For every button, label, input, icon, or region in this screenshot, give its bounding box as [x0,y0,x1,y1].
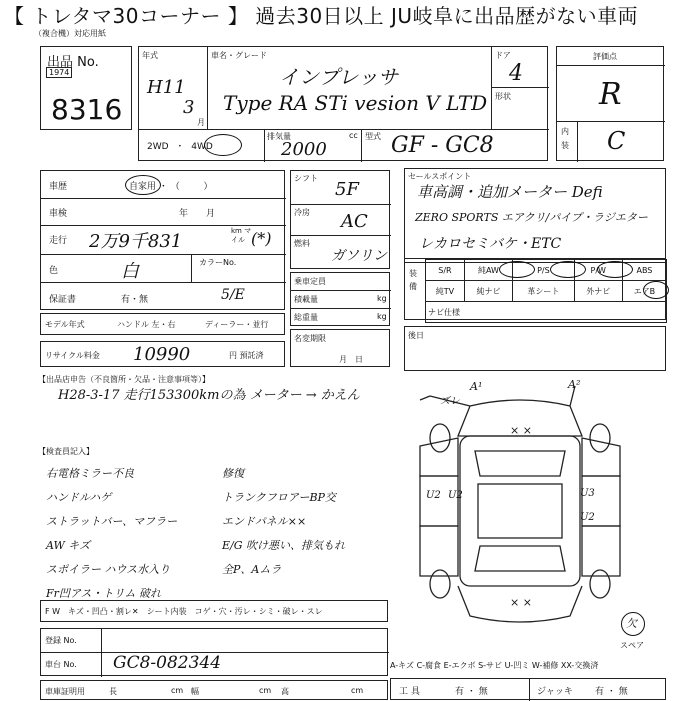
form-note: （複合機）対応用紙 [34,29,106,38]
shift-value: 5F [335,179,359,200]
inspector-note: 修復 [222,467,244,480]
name-change-date: 月 日 [339,355,363,364]
displacement-label: 排気量 [267,132,291,141]
mileage-unit: km マイル [231,227,252,244]
recycle-fee: 10990 [133,344,191,365]
damage-u2-right: U2 [580,512,595,523]
capacity-box [290,272,390,326]
lot-box [40,46,132,130]
equip-ext-navi: 外ナビ [574,281,622,302]
equipment-box [404,258,666,320]
name-label: 車名・グレード [211,51,267,60]
vehicle-box [138,46,548,161]
total-weight-label: 総重量 [294,313,318,322]
model-year-row [40,313,285,335]
reg-no-label: 登録 No. [45,636,77,645]
spare-label: スペア [620,641,644,650]
year-label: 年式 [142,51,158,60]
width-cm: cm [259,686,272,695]
aw-circle [499,261,535,278]
inspector-note: ハンドルハゲ [46,491,112,504]
private-use-circle [125,175,161,195]
rating-label: 評価点 [593,52,617,61]
shape-label: 形状 [495,92,511,101]
tool-value: 有 ・ 無 [455,687,488,697]
later-label: 後日 [408,331,424,340]
jack-value: 有 ・ 無 [595,687,628,697]
year-era: H11 [147,77,186,98]
spare-mark: 欠 [626,617,637,630]
equip-leather: 革シート [513,281,575,302]
registration-box [40,628,388,676]
selling-point-3: レカロセミバケ・ETC [419,236,562,252]
chassis-label: 車台 No. [45,660,77,669]
condition-text: F W キズ・凹凸・割レ✕ シート内装 コゲ・穴・汚レ・シミ・破レ・スレ [45,607,323,616]
lot-number: 8316 [51,93,123,126]
ps-circle [550,261,586,278]
inspection-value: 年 月 [179,209,216,219]
mileage-label: 走行 [49,236,68,246]
manual-value: 5/E [221,287,245,303]
recycle-label: リサイクル料金 [45,351,100,360]
exhibitor-label: 【出品店申告（不良箇所・欠品・注意事項等）】 [38,375,210,384]
name-change-label: 名変期限 [294,334,326,343]
shift-box [290,170,390,269]
year-month: 3 [183,97,195,118]
interior-label: 内装 [561,127,569,150]
equip-aw: 純AW [464,260,512,281]
capacity-kg: kg [377,294,387,303]
damage-xx-rear: × × [510,596,532,609]
door-label: ドア [495,51,511,60]
color-no-label: カラーNo. [199,258,237,267]
lot-label: 出品 No. [47,55,99,70]
doors: 4 [509,61,523,86]
damage-u2-left: U2 [426,490,441,501]
car-grade: Type RA STi vesion V LTD [223,91,488,115]
equip-abs: ABS [622,260,666,281]
ac-value: AC [341,211,368,232]
damage-legend: A-キズ C-腐食 E-エクボ S-サビ U-凹ミ W-補修 XX-交換済 [390,661,599,670]
interior-score: C [607,127,626,155]
rating-box [556,46,664,161]
drive-4wd-circle [204,134,242,156]
color-label: 色 [49,266,59,276]
selling-points-box [404,168,666,263]
height-label: 高 [281,687,289,696]
damage-u2-mid: U2 [448,490,463,501]
equip-sr: S/R [426,260,465,281]
ac-label: 冷房 [294,208,310,217]
warranty-label: 保証書 [49,295,77,305]
damage-a2: A² [568,378,581,391]
equip-airbag: エアB [622,281,666,302]
inspector-note: E/G 吹け悪い、排気もれ [222,539,346,552]
inspector-left-notes [46,462,236,606]
equip-pw: P/W [574,260,622,281]
inspector-right-notes [222,462,402,582]
page-title: 【 トレタマ30コーナー 】 過去30日以上 JU岐阜に出品歴がない車両 [4,4,639,28]
history-value: 自家用 ・ （ ） [129,182,213,192]
damage-u3: U3 [580,488,595,499]
recycle-row [40,341,285,367]
tools-row [390,678,666,700]
drive-options: 2WD ・ 4WD [147,142,213,152]
cc-unit: cc [349,131,358,140]
length-cm: cm [171,686,184,695]
shift-label: シフト [294,174,318,183]
tool-label: 工 具 [399,687,420,697]
handle-options: ハンドル 左・右 [117,320,176,329]
equip-ps: P/S [513,260,575,281]
height-cm: cm [351,686,364,695]
width-label: 幅 [191,687,199,696]
car-name: インプレッサ [279,65,398,89]
model-label: 型式 [365,132,381,141]
damage-xx-front: × × [510,424,532,437]
warranty-value: 有・無 [121,295,149,305]
damage-a1: A¹ [470,380,483,393]
passengers-label: 乗車定員 [294,277,326,286]
fuel-label: 燃料 [294,239,310,248]
pw-circle [597,261,633,278]
capacity-label: 積載量 [294,295,318,304]
total-weight-kg: kg [377,312,387,321]
inspector-note: エンドパネル×× [222,515,307,528]
exhibitor-note: H28-3-17 走行153300kmの為 メーター → かえん [58,388,360,403]
displacement: 2000 [281,139,327,160]
inspection-label: 車検 [49,209,68,219]
jack-label: ジャッキ [537,687,573,697]
length-label: 長 [109,687,117,696]
airbag-circle [643,281,669,299]
fuel-value: ガソリン [331,248,387,264]
history-label: 車歴 [49,182,68,192]
name-change-box [290,329,390,367]
month-unit: 月 [197,118,205,127]
dealer-options: ディーラー・並行 [205,320,269,329]
history-box [40,170,285,310]
recycle-unit: 円 預託済 [229,351,264,360]
equip-navi-spec: ナビ仕様 [426,302,667,323]
equip-tv: 純TV [426,281,465,302]
garage-cert-row [40,680,388,700]
garage-cert-label: 車庫証明用 [45,687,85,696]
inspector-note: 全P、Aムラ [222,563,282,576]
condition-row [40,600,388,622]
model-code: GF - GC8 [391,133,494,158]
selling-point-1: 車高調・追加メーター Defi [417,183,603,201]
inspector-note: 右電格ミラー不良 [46,467,134,480]
inspector-note: AW キズ [46,539,91,552]
selling-point-2: ZERO SPORTS エアクリ/パイプ・ラジエター [415,211,648,224]
rating-score: R [599,77,622,112]
mileage: 2万9千831 [89,231,183,252]
selling-points-label: セールスポイント [408,172,472,181]
inspector-label: 【検査員記入】 [38,447,94,456]
inspector-note: スポイラー ハウス水入り [46,563,171,576]
inspector-note: ストラットバー、マフラー [46,515,178,528]
inspector-note: Fr凹アス・トリム 破れ [46,587,161,600]
chassis-no: GC8-082344 [113,653,222,673]
mileage-note: (*) [251,229,272,248]
equipment-label: 装備 [409,269,417,291]
damage-s1: ズレ [440,396,460,407]
color-value: 白 [121,261,139,282]
model-year-label: モデル年式 [45,320,85,329]
equip-navi: 純ナビ [464,281,512,302]
lot-year-code: 1974 [46,67,72,78]
later-box [404,326,666,371]
inspector-note: トランクフロアーBP交 [222,491,336,504]
